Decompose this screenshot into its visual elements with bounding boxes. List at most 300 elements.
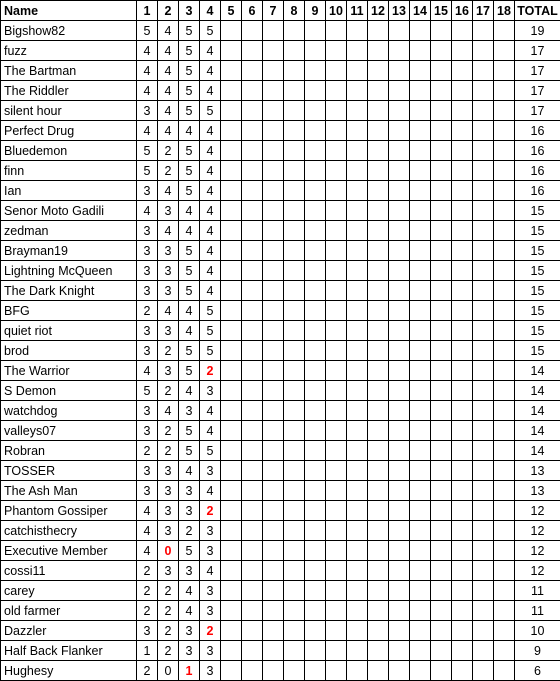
score-cell xyxy=(452,161,473,181)
player-name-cell: Bluedemon xyxy=(1,141,137,161)
score-cell xyxy=(347,21,368,41)
score-cell: 4 xyxy=(137,541,158,561)
table-row xyxy=(1,561,560,581)
score-cell: 5 xyxy=(200,441,221,461)
score-cell xyxy=(389,61,410,81)
score-cell xyxy=(494,621,515,641)
score-cell xyxy=(389,661,410,681)
score-cell xyxy=(221,61,242,81)
score-cell xyxy=(326,301,347,321)
score-cell xyxy=(263,261,284,281)
score-cell: 5 xyxy=(137,21,158,41)
score-cell xyxy=(368,41,389,61)
score-cell: 3 xyxy=(158,261,179,281)
score-cell xyxy=(473,481,494,501)
score-cell xyxy=(389,101,410,121)
score-cell xyxy=(431,221,452,241)
score-cell xyxy=(452,661,473,681)
score-cell: 3 xyxy=(158,501,179,521)
total-cell: 9 xyxy=(515,641,560,661)
score-cell xyxy=(284,601,305,621)
score-cell xyxy=(305,461,326,481)
score-cell: 4 xyxy=(200,141,221,161)
score-cell xyxy=(431,101,452,121)
score-cell xyxy=(473,181,494,201)
score-cell: 3 xyxy=(137,221,158,241)
score-cell xyxy=(389,361,410,381)
player-name-cell: Brayman19 xyxy=(1,241,137,261)
score-cell xyxy=(221,141,242,161)
score-cell xyxy=(368,281,389,301)
score-cell xyxy=(431,361,452,381)
score-cell xyxy=(473,641,494,661)
score-cell xyxy=(347,481,368,501)
table-row xyxy=(1,141,560,161)
score-cell: 4 xyxy=(179,461,200,481)
score-cell xyxy=(263,301,284,321)
score-cell xyxy=(326,221,347,241)
total-cell: 12 xyxy=(515,501,560,521)
score-cell: 3 xyxy=(137,621,158,641)
score-cell xyxy=(242,561,263,581)
score-cell xyxy=(326,401,347,421)
score-cell xyxy=(452,121,473,141)
score-cell xyxy=(242,241,263,261)
score-cell xyxy=(305,281,326,301)
score-cell xyxy=(347,661,368,681)
score-cell xyxy=(431,521,452,541)
score-cell xyxy=(242,541,263,561)
score-cell xyxy=(452,581,473,601)
hole-column-header: 16 xyxy=(452,1,473,21)
total-cell: 14 xyxy=(515,401,560,421)
score-cell xyxy=(494,521,515,541)
score-cell xyxy=(347,401,368,421)
score-cell xyxy=(473,381,494,401)
hole-column-header: 15 xyxy=(431,1,452,21)
score-cell xyxy=(221,581,242,601)
score-cell xyxy=(326,521,347,541)
score-cell xyxy=(389,41,410,61)
score-cell xyxy=(242,501,263,521)
hole-column-header: 10 xyxy=(326,1,347,21)
score-cell xyxy=(389,321,410,341)
score-cell xyxy=(389,621,410,641)
score-cell: 4 xyxy=(158,41,179,61)
score-cell xyxy=(305,541,326,561)
score-cell: 4 xyxy=(179,321,200,341)
score-cell xyxy=(410,321,431,341)
table-row xyxy=(1,461,560,481)
score-cell xyxy=(452,261,473,281)
score-cell xyxy=(473,41,494,61)
score-cell xyxy=(452,101,473,121)
score-cell xyxy=(263,321,284,341)
player-name-cell: TOSSER xyxy=(1,461,137,481)
score-cell xyxy=(263,281,284,301)
score-cell xyxy=(305,21,326,41)
score-cell xyxy=(263,201,284,221)
score-cell: 2 xyxy=(179,521,200,541)
score-cell xyxy=(221,641,242,661)
total-cell: 15 xyxy=(515,241,560,261)
table-row xyxy=(1,621,560,641)
score-cell xyxy=(368,321,389,341)
score-cell xyxy=(284,321,305,341)
player-name-cell: watchdog xyxy=(1,401,137,421)
score-cell xyxy=(305,261,326,281)
score-cell xyxy=(347,601,368,621)
score-cell xyxy=(347,221,368,241)
score-cell xyxy=(263,21,284,41)
score-cell xyxy=(431,341,452,361)
score-cell xyxy=(494,61,515,81)
score-cell xyxy=(347,461,368,481)
score-cell xyxy=(410,381,431,401)
score-cell xyxy=(431,261,452,281)
score-cell xyxy=(452,281,473,301)
score-cell xyxy=(368,141,389,161)
score-cell xyxy=(389,261,410,281)
score-cell xyxy=(473,301,494,321)
score-cell: 2 xyxy=(137,441,158,461)
score-cell xyxy=(431,501,452,521)
score-cell xyxy=(389,281,410,301)
player-name-cell: finn xyxy=(1,161,137,181)
score-cell: 2 xyxy=(158,141,179,161)
score-cell: 5 xyxy=(200,301,221,321)
table-row xyxy=(1,641,560,661)
score-cell xyxy=(221,401,242,421)
score-cell xyxy=(242,221,263,241)
table-row xyxy=(1,501,560,521)
score-cell xyxy=(473,61,494,81)
score-cell xyxy=(368,601,389,621)
player-name-cell: The Bartman xyxy=(1,61,137,81)
score-cell: 5 xyxy=(179,21,200,41)
table-row xyxy=(1,481,560,501)
player-name-cell: old farmer xyxy=(1,601,137,621)
score-cell xyxy=(284,21,305,41)
score-cell xyxy=(473,461,494,481)
score-cell xyxy=(431,561,452,581)
score-cell xyxy=(368,561,389,581)
score-cell xyxy=(494,361,515,381)
total-cell: 14 xyxy=(515,361,560,381)
score-cell xyxy=(410,101,431,121)
score-cell xyxy=(431,441,452,461)
score-cell xyxy=(242,41,263,61)
score-cell xyxy=(305,141,326,161)
score-cell xyxy=(221,501,242,521)
table-row xyxy=(1,421,560,441)
total-cell: 15 xyxy=(515,321,560,341)
score-cell: 2 xyxy=(200,501,221,521)
total-cell: 16 xyxy=(515,181,560,201)
score-cell: 5 xyxy=(179,81,200,101)
score-cell xyxy=(221,601,242,621)
score-cell: 4 xyxy=(200,421,221,441)
score-cell xyxy=(431,481,452,501)
score-cell xyxy=(305,241,326,261)
score-cell xyxy=(389,301,410,321)
score-cell xyxy=(473,421,494,441)
score-cell: 2 xyxy=(200,621,221,641)
total-cell: 15 xyxy=(515,281,560,301)
score-cell xyxy=(494,221,515,241)
player-name-cell: Lightning McQueen xyxy=(1,261,137,281)
score-cell xyxy=(263,61,284,81)
score-cell xyxy=(326,121,347,141)
score-cell xyxy=(452,41,473,61)
score-cell xyxy=(284,361,305,381)
score-cell xyxy=(326,161,347,181)
score-cell xyxy=(221,481,242,501)
score-cell xyxy=(368,401,389,421)
score-cell xyxy=(473,581,494,601)
score-cell xyxy=(284,521,305,541)
player-name-cell: cossi11 xyxy=(1,561,137,581)
score-cell xyxy=(410,21,431,41)
score-cell xyxy=(326,261,347,281)
score-cell xyxy=(305,501,326,521)
total-cell: 11 xyxy=(515,581,560,601)
score-cell xyxy=(347,541,368,561)
score-cell xyxy=(368,161,389,181)
hole-column-header: 1 xyxy=(137,1,158,21)
score-cell xyxy=(221,41,242,61)
score-cell xyxy=(452,421,473,441)
score-cell: 5 xyxy=(137,161,158,181)
score-cell: 4 xyxy=(200,41,221,61)
score-cell xyxy=(473,341,494,361)
table-row xyxy=(1,161,560,181)
score-cell xyxy=(284,121,305,141)
score-cell xyxy=(284,461,305,481)
score-cell xyxy=(221,301,242,321)
score-cell xyxy=(242,581,263,601)
score-cell xyxy=(473,441,494,461)
score-cell xyxy=(221,221,242,241)
score-cell: 3 xyxy=(137,461,158,481)
score-cell xyxy=(452,621,473,641)
score-cell xyxy=(410,401,431,421)
score-cell xyxy=(326,241,347,261)
player-name-cell: The Riddler xyxy=(1,81,137,101)
score-cell: 2 xyxy=(158,441,179,461)
score-cell xyxy=(347,101,368,121)
score-cell xyxy=(263,481,284,501)
score-cell xyxy=(410,641,431,661)
score-cell xyxy=(410,501,431,521)
score-cell xyxy=(221,621,242,641)
score-cell xyxy=(494,141,515,161)
score-cell xyxy=(368,361,389,381)
score-cell xyxy=(368,121,389,141)
score-cell xyxy=(389,121,410,141)
score-cell xyxy=(347,321,368,341)
score-cell xyxy=(410,61,431,81)
score-cell: 2 xyxy=(158,421,179,441)
score-cell xyxy=(347,61,368,81)
score-cell xyxy=(263,221,284,241)
score-cell xyxy=(305,121,326,141)
score-cell xyxy=(410,421,431,441)
score-cell: 4 xyxy=(158,121,179,141)
score-cell xyxy=(452,181,473,201)
score-cell xyxy=(431,461,452,481)
total-cell: 17 xyxy=(515,61,560,81)
score-cell xyxy=(368,301,389,321)
score-cell xyxy=(284,101,305,121)
score-cell: 4 xyxy=(158,61,179,81)
score-cell xyxy=(473,221,494,241)
score-cell xyxy=(368,481,389,501)
score-cell xyxy=(284,441,305,461)
name-column-header: Name xyxy=(1,1,137,21)
score-cell xyxy=(242,321,263,341)
score-cell xyxy=(305,621,326,641)
player-name-cell: The Dark Knight xyxy=(1,281,137,301)
score-cell xyxy=(473,401,494,421)
score-cell xyxy=(473,501,494,521)
score-cell xyxy=(431,321,452,341)
score-cell xyxy=(284,341,305,361)
table-body xyxy=(1,21,560,681)
score-cell xyxy=(242,641,263,661)
score-cell xyxy=(431,241,452,261)
score-cell xyxy=(410,281,431,301)
total-cell: 15 xyxy=(515,341,560,361)
score-cell xyxy=(389,501,410,521)
score-cell xyxy=(452,321,473,341)
score-cell xyxy=(452,541,473,561)
score-cell: 4 xyxy=(179,601,200,621)
score-cell xyxy=(473,361,494,381)
score-cell: 5 xyxy=(179,61,200,81)
score-cell xyxy=(389,81,410,101)
score-cell xyxy=(452,401,473,421)
score-cell xyxy=(347,381,368,401)
score-cell xyxy=(221,521,242,541)
table-row xyxy=(1,41,560,61)
score-cell xyxy=(368,341,389,361)
player-name-cell: The Ash Man xyxy=(1,481,137,501)
score-cell xyxy=(431,541,452,561)
score-cell: 5 xyxy=(200,21,221,41)
score-cell xyxy=(326,621,347,641)
score-cell xyxy=(473,621,494,641)
score-cell xyxy=(305,161,326,181)
score-cell xyxy=(347,641,368,661)
score-cell: 3 xyxy=(137,281,158,301)
score-cell xyxy=(347,501,368,521)
score-cell xyxy=(494,601,515,621)
total-cell: 16 xyxy=(515,161,560,181)
score-cell xyxy=(221,261,242,281)
hole-column-header: 14 xyxy=(410,1,431,21)
score-cell xyxy=(389,141,410,161)
score-cell xyxy=(410,581,431,601)
score-cell xyxy=(347,141,368,161)
score-cell xyxy=(347,521,368,541)
score-cell: 2 xyxy=(137,581,158,601)
score-cell xyxy=(347,241,368,261)
score-cell xyxy=(284,561,305,581)
score-cell: 3 xyxy=(137,401,158,421)
score-cell xyxy=(452,241,473,261)
score-cell: 2 xyxy=(137,661,158,681)
score-cell xyxy=(263,241,284,261)
score-cell xyxy=(242,21,263,41)
score-cell xyxy=(389,221,410,241)
score-cell: 4 xyxy=(200,61,221,81)
score-cell xyxy=(368,381,389,401)
score-cell xyxy=(242,481,263,501)
score-cell: 0 xyxy=(158,661,179,681)
score-cell xyxy=(242,601,263,621)
score-cell xyxy=(410,541,431,561)
score-cell xyxy=(221,201,242,221)
score-cell xyxy=(368,541,389,561)
score-cell: 4 xyxy=(200,201,221,221)
player-name-cell: brod xyxy=(1,341,137,361)
score-cell xyxy=(410,221,431,241)
table-row xyxy=(1,361,560,381)
score-cell xyxy=(389,241,410,261)
score-cell: 3 xyxy=(158,281,179,301)
total-cell: 14 xyxy=(515,441,560,461)
score-cell xyxy=(221,121,242,141)
score-cell xyxy=(263,621,284,641)
score-cell xyxy=(410,341,431,361)
score-cell: 3 xyxy=(179,621,200,641)
score-cell: 3 xyxy=(179,401,200,421)
score-cell xyxy=(284,281,305,301)
score-cell xyxy=(410,261,431,281)
score-cell xyxy=(347,621,368,641)
score-cell xyxy=(284,41,305,61)
score-cell xyxy=(473,521,494,541)
score-cell xyxy=(242,141,263,161)
score-cell xyxy=(368,241,389,261)
score-cell xyxy=(305,41,326,61)
score-cell: 5 xyxy=(179,41,200,61)
total-cell: 11 xyxy=(515,601,560,621)
score-cell xyxy=(452,441,473,461)
score-cell xyxy=(263,541,284,561)
total-cell: 16 xyxy=(515,121,560,141)
table-row xyxy=(1,201,560,221)
score-cell xyxy=(494,41,515,61)
score-cell: 0 xyxy=(158,541,179,561)
score-cell: 3 xyxy=(137,421,158,441)
score-cell: 3 xyxy=(137,101,158,121)
score-cell xyxy=(431,641,452,661)
score-cell xyxy=(242,201,263,221)
score-cell xyxy=(305,201,326,221)
table-row xyxy=(1,101,560,121)
score-cell xyxy=(347,301,368,321)
score-cell xyxy=(284,81,305,101)
score-cell xyxy=(221,21,242,41)
score-cell: 3 xyxy=(158,201,179,221)
score-cell xyxy=(368,181,389,201)
score-cell xyxy=(452,561,473,581)
score-cell xyxy=(494,581,515,601)
score-cell: 3 xyxy=(158,321,179,341)
score-cell xyxy=(305,641,326,661)
